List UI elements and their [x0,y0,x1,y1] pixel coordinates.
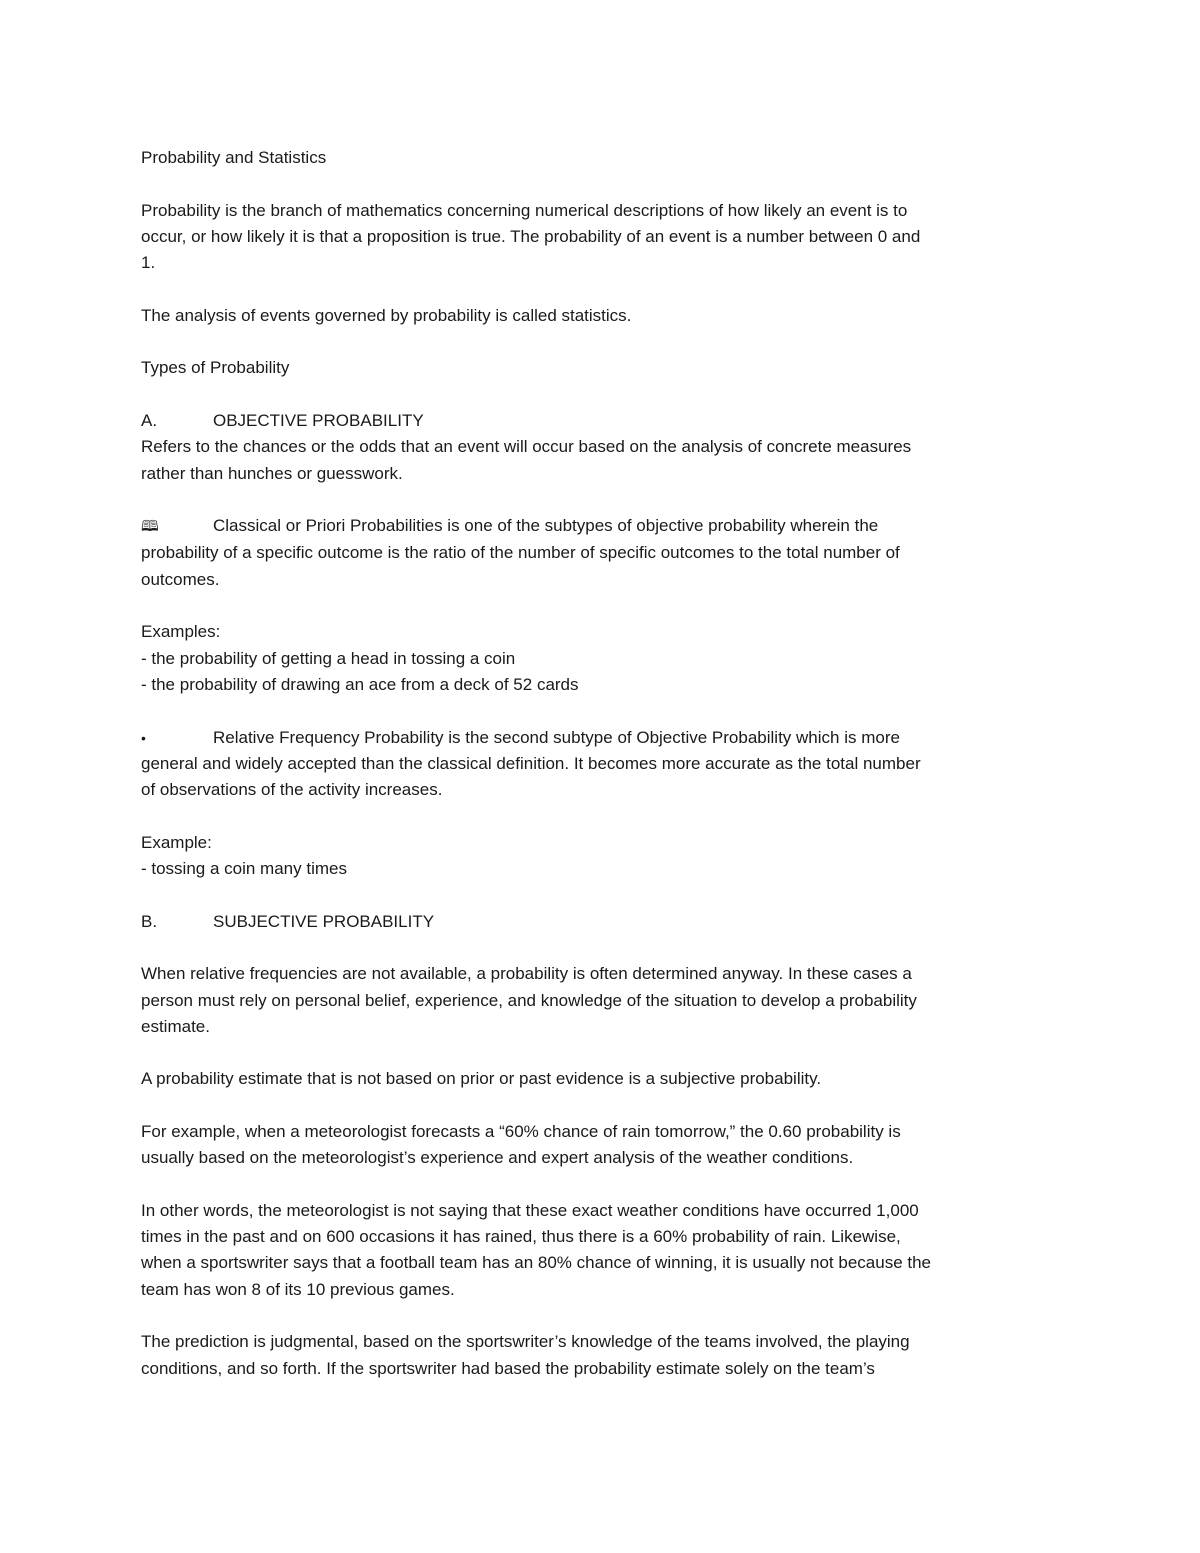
example-item: - the probability of getting a head in tossing a coin [141,648,516,668]
intro-line: 1. [141,253,156,273]
section-a-definition-line: rather than hunches or guesswork. [141,463,403,483]
examples-block [141,619,1066,698]
types-heading [141,355,1066,381]
example-item: - the probability of drawing an ace from a deck of 52 cards [141,674,579,694]
section-b-marker: B. [141,911,158,931]
relative-line: of observations of the activity increases. [141,780,443,800]
section-a-marker: A. [141,410,158,430]
paragraph-line: when a sportswriter says that a football team has an 80% chance of winning, it is usually not because the [141,1253,932,1273]
relative-frequency-item [141,725,1066,804]
statistics-text: The analysis of events governed by probability is called statistics. [141,305,632,325]
paragraph-line: usually based on the meteorologist’s experience and expert analysis of the weather conditions. [141,1148,854,1168]
types-heading-text: Types of Probability [141,358,290,378]
example-block [141,830,1066,883]
paragraph-line: conditions, and so forth. If the sportswriter had based the probability estimate solely on the team’s [141,1358,875,1378]
paragraph-line: In other words, the meteorologist is not saying that these exact weather conditions have occurred 1,000 [141,1200,919,1220]
intro-line: Probability is the branch of mathematics concerning numerical descriptions of how likely an event is to [141,200,908,220]
section-a-title: OBJECTIVE PROBABILITY [213,410,424,430]
relative-text: Relative Frequency Probability is the second subtype of Objective Probability which is more [213,727,900,747]
document-body [141,145,1066,1382]
paragraph-line: A probability estimate that is not based on prior or past evidence is a subjective probability. [141,1069,822,1089]
title-text: Probability and Statistics [141,148,327,167]
subjective-paragraph [141,1198,1066,1303]
section-b-title: SUBJECTIVE PROBABILITY [213,911,435,931]
paragraph-line: team has won 8 of its 10 previous games. [141,1279,455,1299]
subjective-paragraph [141,1119,1066,1172]
section-b [141,909,1066,935]
paragraph-line: For example, when a meteorologist forecasts a “60% chance of rain tomorrow,” the 0.60 probability is [141,1121,901,1141]
book-icon: 🕮 [141,518,159,536]
intro-line: occur, or how likely it is that a proposition is true. The probability of an event is a number between 0 and [141,226,921,246]
relative-line: general and widely accepted than the classical definition. It becomes more accurate as the total number [141,753,921,773]
intro-paragraph [141,198,1066,277]
classical-line: outcomes. [141,569,220,589]
paragraph-line: estimate. [141,1016,210,1036]
statistics-definition [141,303,1066,329]
section-a-definition-line: Refers to the chances or the odds that an event will occur based on the analysis of concrete measures [141,437,912,457]
bullet-icon: • [141,729,146,746]
paragraph-line: times in the past and on 600 occasions it has rained, thus there is a 60% probability of rain. Likewise, [141,1227,901,1247]
relative-first-line [141,725,1066,751]
section-b-heading [141,909,1066,935]
classical-first-line [141,513,1066,540]
paragraph-line: person must rely on personal belief, experience, and knowledge of the situation to develop a probability [141,990,917,1010]
examples-label: Examples: [141,622,221,642]
document-title [141,145,1066,171]
section-a-heading [141,408,1066,434]
subjective-paragraph [141,961,1066,1040]
subjective-paragraph [141,1329,1066,1382]
paragraph-line: The prediction is judgmental, based on the sportswriter’s knowledge of the teams involved, the playing [141,1332,910,1352]
classical-line: probability of a specific outcome is the ratio of the number of specific outcomes to the total number of [141,543,900,563]
example-item: - tossing a coin many times [141,859,347,879]
classical-probability-item [141,513,1066,593]
paragraph-line: When relative frequencies are not available, a probability is often determined anyway. In these cases a [141,964,912,984]
classical-text: Classical or Priori Probabilities is one of the subtypes of objective probability wherein the [213,516,879,536]
subjective-paragraph [141,1066,1066,1092]
example-label: Example: [141,832,212,852]
section-a [141,408,1066,487]
